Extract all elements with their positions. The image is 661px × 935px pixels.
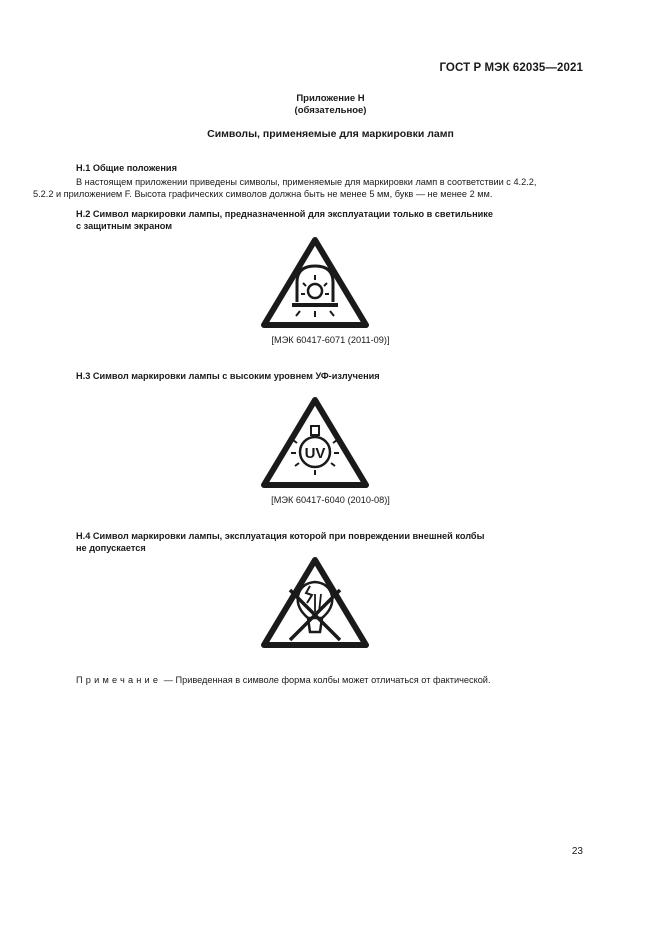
uv-radiation-symbol [260,396,370,490]
protective-screen-icon [292,303,338,307]
section-h2-reference: [МЭК 60417-6071 (2011-09)] [271,335,390,345]
lamp-in-shielded-luminaire-symbol [260,236,370,330]
note-label: Примечание [76,675,162,685]
note [76,675,491,685]
section-h4-heading-line1: Н.4 Символ маркировки лампы, эксплуатация которой при повреждении внешней колбы [76,531,485,541]
annex-title: Приложение Н [296,93,365,104]
section-h3-reference: [МЭК 60417-6040 (2010-08)] [271,495,390,505]
section-h2-heading-line2: с защитным экраном [76,221,173,231]
page-number: 23 [571,846,583,857]
section-h1-text-line1: В настоящем приложении приведены символы, применяемые для маркировки ламп в соответствии с 4.2.2, [76,177,537,187]
standard-designation: ГОСТ Р МЭК 62035—2021 [439,62,583,74]
note-text: Приведенная в символе форма колбы может отличаться от фактической. [175,675,491,685]
section-h2-heading-line1: Н.2 Символ маркировки лампы, предназначенной для эксплуатации только в светильнике [76,209,493,219]
section-h3-heading: Н.3 Символ маркировки лампы с высоким уровнем УФ-излучения [76,371,380,381]
note-dash: — [163,675,173,685]
broken-bulb-prohibited-symbol [260,556,370,650]
crack-icon [306,586,312,603]
annex-header [0,93,661,117]
lamp-bulb-icon [308,284,322,298]
section-h1-text-line2: 5.2.2 и приложением F. Высота графических символов должна быть не менее 5 мм, букв — не менее 2 мм. [33,189,493,199]
lamp-base-icon [311,426,319,435]
uv-label: UV [304,445,326,462]
document-title: Символы, применяемые для маркировки ламп [207,128,454,140]
section-h4-heading-line2: не допускается [76,543,146,553]
section-h1-heading: Н.1 Общие положения [76,163,177,173]
annex-status: (обязательное) [294,105,367,116]
